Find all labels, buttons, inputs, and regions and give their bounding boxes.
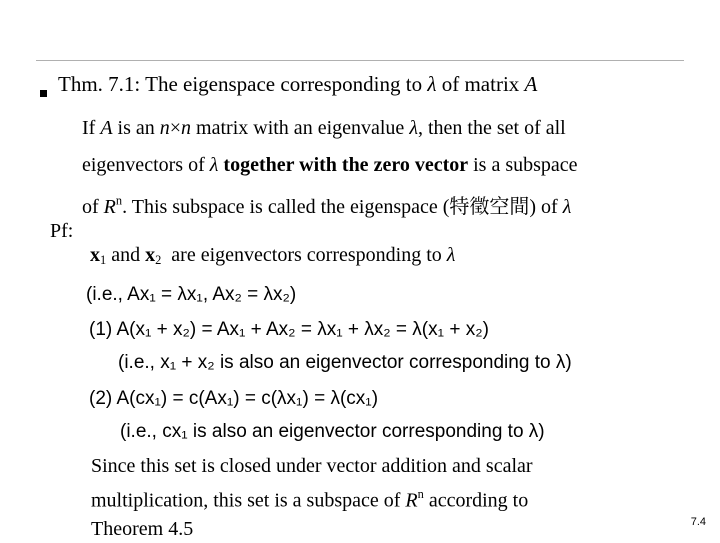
title-text: Thm. 7.1: The eigenspace corresponding to — [58, 72, 428, 96]
equation-1: (1) A(x₁ + x₂) = Ax₁ + Ax₂ = λx₁ + λx₂ = λ(x₁ + x₂) — [89, 319, 489, 340]
title-rule — [36, 60, 684, 61]
bullet-square-icon — [40, 90, 47, 97]
statement-line-2: eigenvectors of λ together with the zero vector is a subspace — [82, 154, 578, 176]
lambda-symbol: λ — [427, 72, 437, 96]
equation-1-note: (i.e., x₁ + x₂ is also an eigenvector corresponding to λ) — [118, 352, 572, 373]
equation-ie: (i.e., Ax₁ = λx₁, Ax₂ = λx₂) — [86, 284, 297, 305]
theorem-title — [58, 72, 537, 97]
statement-line-3: of $R^n$. This subspace is called the eigenspace (特徵空間) of λ — [82, 193, 572, 218]
closing-line-2: multiplication, this set is a subspace of $R^n$ according to — [91, 487, 529, 512]
title-text-mid: of matrix — [436, 72, 525, 96]
closing-line-1: Since this set is closed under vector addition and scalar — [91, 455, 533, 477]
proof-label: Pf: — [50, 220, 74, 242]
closing-line-3: Theorem 4.5 — [91, 517, 194, 540]
proof-line-1: $x_1$ and $x_2$ are eigenvectors corresponding to λ — [90, 244, 456, 268]
matrix-symbol: A — [524, 72, 538, 96]
equation-2-note: (i.e., cx₁ is also an eigenvector corresponding to λ) — [120, 421, 545, 442]
closing-paragraph — [91, 452, 533, 543]
equation-2: (2) A(cx₁) = c(Ax₁) = c(λx₁) = λ(cx₁) — [89, 388, 379, 409]
page-number: 7.4 — [690, 516, 706, 528]
statement-line-1: If A is an n×n matrix with an eigenvalue λ, then the set of all — [82, 117, 566, 139]
